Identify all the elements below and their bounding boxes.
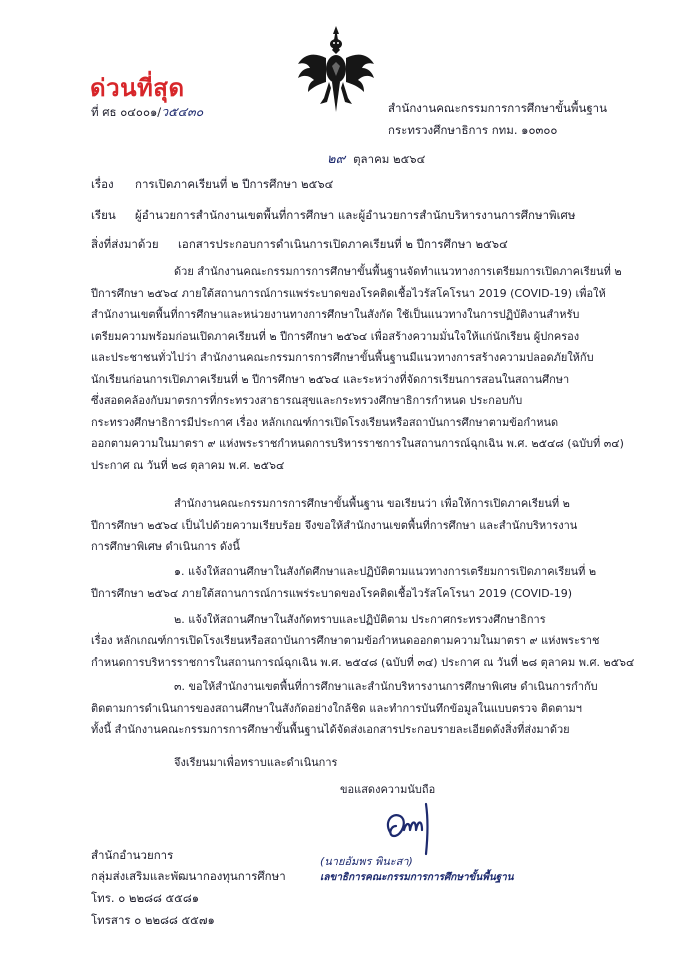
signatory-title: เลขาธิการคณะกรรมการการศึกษาขั้นพื้นฐาน xyxy=(320,872,514,883)
date-day-handwritten: ๒๙ xyxy=(327,152,346,167)
garuda-emblem-icon xyxy=(296,24,376,114)
document-number xyxy=(91,102,203,122)
sender-division: กลุ่มส่งเสริมและพัฒนากองทุนการศึกษา xyxy=(91,869,286,883)
attachment-value: เอกสารประกอบการดำเนินการเปิดภาคเรียนที่ ๒ ปีการศึกษา ๒๕๖๔ xyxy=(178,237,508,251)
body-line: ๑. แจ้งให้สถานศึกษาในสังกัดศึกษาและปฏิบัติตามแนวทางการเตรียมการเปิดภาคเรียนที่ ๒ xyxy=(174,565,597,578)
closing-line: จึงเรียนมาเพื่อทราบและดำเนินการ xyxy=(174,756,338,769)
body-line: กระทรวงศึกษาธิการมีประกาศ เรื่อง หลักเกณฑ์การเปิดโรงเรียนหรือสถาบันการศึกษาตามข้อกำหนด xyxy=(91,416,559,429)
body-line: ปีการศึกษา ๒๕๖๔ ภายใต้สถานการณ์การแพร่ระบาดของโรคติดเชื้อไวรัสโคโรนา 2019 (COVID-19) เพื่อให้ xyxy=(91,287,606,300)
document-number-prefix: ที่ ศธ ๐๔๐๐๑/ xyxy=(91,105,162,119)
regards-line: ขอแสดงความนับถือ xyxy=(340,783,436,796)
body-line: ด้วย สำนักงานคณะกรรมการการศึกษาขั้นพื้นฐานจัดทำแนวทางการเตรียมการเปิดภาคเรียนที่ ๒ xyxy=(174,265,622,278)
sender-fax: โทรสาร ๐ ๒๒๘๘ ๕๕๗๑ xyxy=(91,913,215,927)
handwritten-signature xyxy=(382,800,442,858)
body-line: ซึ่งสอดคล้องกับมาตรการที่กระทรวงสาธารณสุขและกระทรวงศึกษาธิการกำหนด ประกอบกับ xyxy=(91,394,523,407)
document-number-handwritten: ว๕๔๓๐ xyxy=(161,104,204,119)
body-line: นักเรียนก่อนการเปิดภาคเรียนที่ ๒ ปีการศึกษา ๒๕๖๔ และระหว่างที่จัดการเรียนการสอนในสถานศึกษา xyxy=(91,373,570,386)
body-line: ออกตามความในมาตรา ๙ แห่งพระราชกำหนดการบริหารราชการในสถานการณ์ฉุกเฉิน พ.ศ. ๒๕๔๘ (ฉบับที่ ๓๔) xyxy=(91,437,624,450)
recipient-label: เรียน xyxy=(91,208,116,222)
body-line: ติดตามการดำเนินการของสถานศึกษาในสังกัดอย่างใกล้ชิด และทำการบันทึกข้อมูลในแบบตรวจ ติดตามฯ xyxy=(91,702,582,715)
letter-date xyxy=(327,148,425,169)
body-line: การศึกษาพิเศษ ดำเนินการ ดังนี้ xyxy=(91,540,240,553)
body-line: ทั้งนี้ สำนักงานคณะกรรมการการศึกษาขั้นพื้นฐานได้จัดส่งเอกสารประกอบรายละเอียดดังสิ่งที่ส่งมาด้วย xyxy=(91,723,570,736)
body-line: ๓. ขอให้สำนักงานเขตพื้นที่การศึกษาและสำนักบริหารงานการศึกษาพิเศษ ดำเนินการกำกับ xyxy=(174,680,598,693)
body-line: ปีการศึกษา ๒๕๖๔ เป็นไปด้วยความเรียบร้อย จึงขอให้สำนักงานเขตพื้นที่การศึกษา และสำนักบริหารงาน xyxy=(91,519,578,532)
date-month-year: ตุลาคม ๒๕๖๔ xyxy=(353,152,426,166)
recipient-value: ผู้อำนวยการสำนักงานเขตพื้นที่การศึกษา และผู้อำนวยการสำนักบริหารงานการศึกษาพิเศษ xyxy=(135,208,576,222)
body-line: ประกาศ ณ วันที่ ๒๘ ตุลาคม พ.ศ. ๒๕๖๔ xyxy=(91,459,285,472)
body-line: และประชาชนทั่วไปว่า สำนักงานคณะกรรมการการศึกษาขั้นพื้นฐานมีแนวทางการสร้างความปลอดภัยให้กับ xyxy=(91,351,594,364)
urgency-stamp: ด่วนที่สุด xyxy=(90,74,185,102)
attachment-label: สิ่งที่ส่งมาด้วย xyxy=(91,237,159,251)
subject-value: การเปิดภาคเรียนที่ ๒ ปีการศึกษา ๒๕๖๔ xyxy=(135,177,334,191)
body-line: ปีการศึกษา ๒๕๖๔ ภายใต้สถานการณ์การแพร่ระบาดของโรคติดเชื้อไวรัสโคโรนา 2019 (COVID-19) xyxy=(91,587,573,600)
body-line: สำนักงานเขตพื้นที่การศึกษาและหน่วยงานทางการศึกษาในสังกัด ใช้เป็นแนวทางในการปฏิบัติงานสำหรับ xyxy=(91,308,580,321)
body-line: เรื่อง หลักเกณฑ์การเปิดโรงเรียนหรือสถาบันการศึกษาตามข้อกำหนดออกตามความในมาตรา ๙ แห่งพระราช xyxy=(91,634,600,647)
body-line: เตรียมความพร้อมก่อนเปิดภาคเรียนที่ ๒ ปีการศึกษา ๒๕๖๔ เพื่อสร้างความมั่นใจให้แก่นักเรียน ผู้ปกครอง xyxy=(91,330,580,343)
sender-office: สำนักอำนวยการ xyxy=(91,848,174,862)
issuing-organization: สำนักงานคณะกรรมการการศึกษาขั้นพื้นฐาน xyxy=(388,101,607,115)
subject-label: เรื่อง xyxy=(91,177,114,191)
body-line: สำนักงานคณะกรรมการการศึกษาขั้นพื้นฐาน ขอเรียนว่า เพื่อให้การเปิดภาคเรียนที่ ๒ xyxy=(174,497,570,510)
organization-address: กระทรวงศึกษาธิการ กทม. ๑๐๓๐๐ xyxy=(388,123,558,137)
body-line: ๒. แจ้งให้สถานศึกษาในสังกัดทราบและปฏิบัติตาม ประกาศกระทรวงศึกษาธิการ xyxy=(174,613,546,626)
sender-phone: โทร. ๐ ๒๒๘๘ ๕๕๘๑ xyxy=(91,891,200,905)
signatory-name: (นายอัมพร พินะสา) xyxy=(320,855,413,868)
body-line: กำหนดการบริหารราชการในสถานการณ์ฉุกเฉิน พ.ศ. ๒๕๔๘ (ฉบับที่ ๓๔) ประกาศ ณ วันที่ ๒๘ ตุลาคม พ.ศ. ๒๕๖๔ xyxy=(91,656,635,669)
